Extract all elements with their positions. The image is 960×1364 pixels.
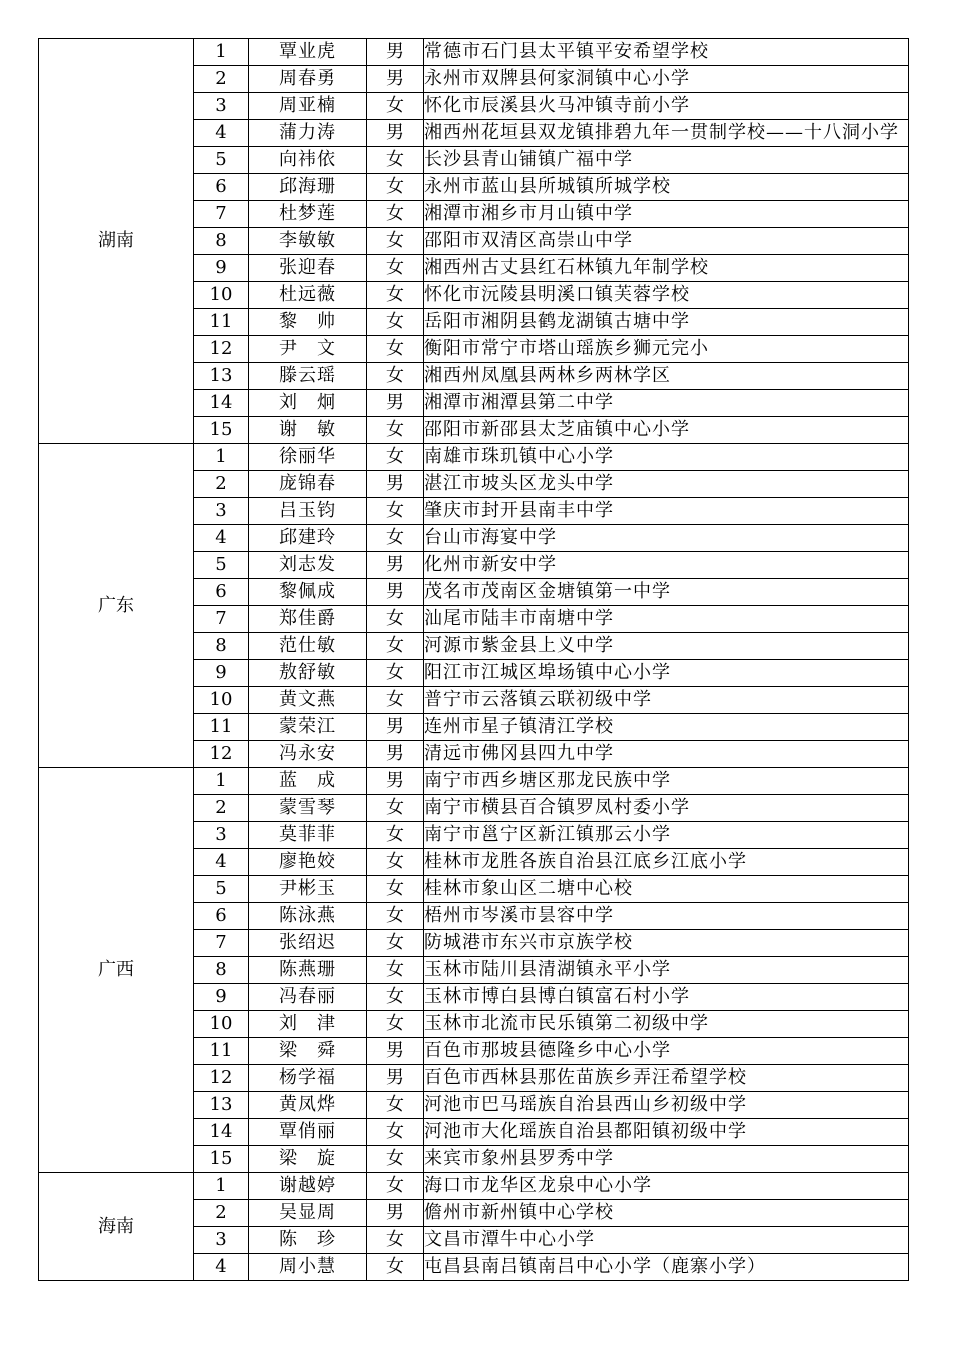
row-number-cell: 4 xyxy=(194,120,249,147)
name-cell: 尹彬玉 xyxy=(249,876,367,903)
name-cell: 蓝 成 xyxy=(249,768,367,795)
row-number-cell: 7 xyxy=(194,201,249,228)
school-cell: 清远市佛冈县四九中学 xyxy=(424,741,909,768)
school-cell: 南宁市西乡塘区那龙民族中学 xyxy=(424,768,909,795)
row-number-cell: 8 xyxy=(194,228,249,255)
table-row xyxy=(39,444,909,471)
school-cell: 梧州市岑溪市昙容中学 xyxy=(424,903,909,930)
row-number-cell: 1 xyxy=(194,1173,249,1200)
gender-cell: 男 xyxy=(367,1065,424,1092)
name-cell: 张绍迟 xyxy=(249,930,367,957)
school-cell: 湘西州花垣县双龙镇排碧九年一贯制学校——十八洞小学 xyxy=(424,120,909,147)
row-number-cell: 1 xyxy=(194,444,249,471)
school-cell: 南宁市邕宁区新江镇那云小学 xyxy=(424,822,909,849)
gender-cell: 男 xyxy=(367,390,424,417)
school-cell: 茂名市茂南区金塘镇第一中学 xyxy=(424,579,909,606)
gender-cell: 女 xyxy=(367,1173,424,1200)
row-number-cell: 3 xyxy=(194,822,249,849)
school-cell: 永州市双牌县何家洞镇中心小学 xyxy=(424,66,909,93)
row-number-cell: 4 xyxy=(194,1254,249,1281)
name-cell: 谢越婷 xyxy=(249,1173,367,1200)
gender-cell: 女 xyxy=(367,363,424,390)
school-cell: 儋州市新州镇中心学校 xyxy=(424,1200,909,1227)
province-cell: 海南 xyxy=(39,1173,194,1281)
name-cell: 黎佩成 xyxy=(249,579,367,606)
school-cell: 防城港市东兴市京族学校 xyxy=(424,930,909,957)
name-cell: 梁 舜 xyxy=(249,1038,367,1065)
row-number-cell: 10 xyxy=(194,282,249,309)
name-cell: 吴显周 xyxy=(249,1200,367,1227)
row-number-cell: 13 xyxy=(194,363,249,390)
province-cell: 广西 xyxy=(39,768,194,1173)
gender-cell: 女 xyxy=(367,984,424,1011)
gender-cell: 女 xyxy=(367,903,424,930)
roster-body xyxy=(39,39,909,1281)
school-cell: 台山市海宴中学 xyxy=(424,525,909,552)
row-number-cell: 9 xyxy=(194,255,249,282)
gender-cell: 男 xyxy=(367,741,424,768)
gender-cell: 女 xyxy=(367,1254,424,1281)
school-cell: 普宁市云落镇云联初级中学 xyxy=(424,687,909,714)
name-cell: 李敏敏 xyxy=(249,228,367,255)
gender-cell: 女 xyxy=(367,633,424,660)
gender-cell: 女 xyxy=(367,849,424,876)
name-cell: 莫菲菲 xyxy=(249,822,367,849)
name-cell: 陈燕珊 xyxy=(249,957,367,984)
school-cell: 湘西州凤凰县两林乡两林学区 xyxy=(424,363,909,390)
name-cell: 谢 敏 xyxy=(249,417,367,444)
name-cell: 覃业虎 xyxy=(249,39,367,66)
school-cell: 肇庆市封开县南丰中学 xyxy=(424,498,909,525)
name-cell: 蒙荣江 xyxy=(249,714,367,741)
gender-cell: 女 xyxy=(367,795,424,822)
school-cell: 桂林市象山区二塘中心校 xyxy=(424,876,909,903)
school-cell: 屯昌县南吕镇南吕中心小学（鹿寨小学） xyxy=(424,1254,909,1281)
row-number-cell: 7 xyxy=(194,930,249,957)
name-cell: 周小慧 xyxy=(249,1254,367,1281)
school-cell: 来宾市象州县罗秀中学 xyxy=(424,1146,909,1173)
gender-cell: 女 xyxy=(367,147,424,174)
school-cell: 湘潭市湘乡市月山镇中学 xyxy=(424,201,909,228)
province-cell: 湖南 xyxy=(39,39,194,444)
gender-cell: 女 xyxy=(367,1011,424,1038)
row-number-cell: 3 xyxy=(194,1227,249,1254)
table-row xyxy=(39,768,909,795)
row-number-cell: 10 xyxy=(194,687,249,714)
gender-cell: 女 xyxy=(367,201,424,228)
row-number-cell: 14 xyxy=(194,1119,249,1146)
gender-cell: 女 xyxy=(367,1119,424,1146)
row-number-cell: 8 xyxy=(194,957,249,984)
name-cell: 吕玉钧 xyxy=(249,498,367,525)
name-cell: 刘 炯 xyxy=(249,390,367,417)
row-number-cell: 11 xyxy=(194,309,249,336)
gender-cell: 男 xyxy=(367,579,424,606)
school-cell: 海口市龙华区龙泉中心小学 xyxy=(424,1173,909,1200)
gender-cell: 男 xyxy=(367,1200,424,1227)
school-cell: 连州市星子镇清江学校 xyxy=(424,714,909,741)
gender-cell: 女 xyxy=(367,822,424,849)
row-number-cell: 9 xyxy=(194,660,249,687)
school-cell: 百色市西林县那佐苗族乡弄汪希望学校 xyxy=(424,1065,909,1092)
row-number-cell: 14 xyxy=(194,390,249,417)
school-cell: 长沙县青山铺镇广福中学 xyxy=(424,147,909,174)
gender-cell: 女 xyxy=(367,876,424,903)
row-number-cell: 3 xyxy=(194,498,249,525)
gender-cell: 女 xyxy=(367,228,424,255)
gender-cell: 男 xyxy=(367,714,424,741)
gender-cell: 男 xyxy=(367,39,424,66)
row-number-cell: 3 xyxy=(194,93,249,120)
name-cell: 黎 帅 xyxy=(249,309,367,336)
name-cell: 向祎依 xyxy=(249,147,367,174)
gender-cell: 男 xyxy=(367,768,424,795)
name-cell: 黄文燕 xyxy=(249,687,367,714)
school-cell: 永州市蓝山县所城镇所城学校 xyxy=(424,174,909,201)
name-cell: 邱建玲 xyxy=(249,525,367,552)
row-number-cell: 8 xyxy=(194,633,249,660)
school-cell: 岳阳市湘阴县鹤龙湖镇古塘中学 xyxy=(424,309,909,336)
gender-cell: 女 xyxy=(367,1146,424,1173)
school-cell: 邵阳市新邵县太芝庙镇中心小学 xyxy=(424,417,909,444)
row-number-cell: 6 xyxy=(194,579,249,606)
row-number-cell: 5 xyxy=(194,552,249,579)
school-cell: 南宁市横县百合镇罗凤村委小学 xyxy=(424,795,909,822)
gender-cell: 女 xyxy=(367,1092,424,1119)
school-cell: 怀化市辰溪县火马冲镇寺前小学 xyxy=(424,93,909,120)
name-cell: 覃俏丽 xyxy=(249,1119,367,1146)
teacher-roster-table xyxy=(38,38,909,1281)
name-cell: 冯永安 xyxy=(249,741,367,768)
name-cell: 蒲力涛 xyxy=(249,120,367,147)
gender-cell: 男 xyxy=(367,120,424,147)
school-cell: 玉林市博白县博白镇富石村小学 xyxy=(424,984,909,1011)
row-number-cell: 12 xyxy=(194,741,249,768)
school-cell: 怀化市沅陵县明溪口镇芙蓉学校 xyxy=(424,282,909,309)
gender-cell: 女 xyxy=(367,498,424,525)
name-cell: 陈 珍 xyxy=(249,1227,367,1254)
name-cell: 周春勇 xyxy=(249,66,367,93)
row-number-cell: 12 xyxy=(194,336,249,363)
school-cell: 南雄市珠玑镇中心小学 xyxy=(424,444,909,471)
name-cell: 郑佳爵 xyxy=(249,606,367,633)
row-number-cell: 2 xyxy=(194,471,249,498)
row-number-cell: 5 xyxy=(194,876,249,903)
name-cell: 范仕敏 xyxy=(249,633,367,660)
province-cell: 广东 xyxy=(39,444,194,768)
row-number-cell: 12 xyxy=(194,1065,249,1092)
gender-cell: 女 xyxy=(367,417,424,444)
school-cell: 百色市那坡县德隆乡中心小学 xyxy=(424,1038,909,1065)
row-number-cell: 4 xyxy=(194,525,249,552)
school-cell: 湘西州古丈县红石林镇九年制学校 xyxy=(424,255,909,282)
name-cell: 杜梦莲 xyxy=(249,201,367,228)
gender-cell: 女 xyxy=(367,660,424,687)
row-number-cell: 4 xyxy=(194,849,249,876)
gender-cell: 女 xyxy=(367,444,424,471)
row-number-cell: 5 xyxy=(194,147,249,174)
name-cell: 杜远薇 xyxy=(249,282,367,309)
name-cell: 尹 文 xyxy=(249,336,367,363)
row-number-cell: 10 xyxy=(194,1011,249,1038)
gender-cell: 男 xyxy=(367,552,424,579)
table-row xyxy=(39,39,909,66)
row-number-cell: 7 xyxy=(194,606,249,633)
row-number-cell: 9 xyxy=(194,984,249,1011)
name-cell: 梁 旋 xyxy=(249,1146,367,1173)
name-cell: 蒙雪琴 xyxy=(249,795,367,822)
row-number-cell: 6 xyxy=(194,174,249,201)
name-cell: 杨学福 xyxy=(249,1065,367,1092)
name-cell: 邱海珊 xyxy=(249,174,367,201)
school-cell: 河源市紫金县上义中学 xyxy=(424,633,909,660)
row-number-cell: 6 xyxy=(194,903,249,930)
gender-cell: 女 xyxy=(367,255,424,282)
name-cell: 廖艳姣 xyxy=(249,849,367,876)
name-cell: 庞锦春 xyxy=(249,471,367,498)
table-row xyxy=(39,1173,909,1200)
gender-cell: 女 xyxy=(367,957,424,984)
school-cell: 化州市新安中学 xyxy=(424,552,909,579)
school-cell: 常德市石门县太平镇平安希望学校 xyxy=(424,39,909,66)
row-number-cell: 1 xyxy=(194,39,249,66)
gender-cell: 女 xyxy=(367,282,424,309)
school-cell: 河池市大化瑶族自治县都阳镇初级中学 xyxy=(424,1119,909,1146)
row-number-cell: 15 xyxy=(194,1146,249,1173)
school-cell: 衡阳市常宁市塔山瑶族乡狮元完小 xyxy=(424,336,909,363)
gender-cell: 女 xyxy=(367,93,424,120)
school-cell: 邵阳市双清区高崇山中学 xyxy=(424,228,909,255)
name-cell: 敖舒敏 xyxy=(249,660,367,687)
gender-cell: 女 xyxy=(367,687,424,714)
name-cell: 黄凤烨 xyxy=(249,1092,367,1119)
name-cell: 周亚楠 xyxy=(249,93,367,120)
gender-cell: 男 xyxy=(367,471,424,498)
row-number-cell: 13 xyxy=(194,1092,249,1119)
row-number-cell: 11 xyxy=(194,1038,249,1065)
name-cell: 冯春丽 xyxy=(249,984,367,1011)
name-cell: 徐丽华 xyxy=(249,444,367,471)
school-cell: 玉林市陆川县清湖镇永平小学 xyxy=(424,957,909,984)
gender-cell: 女 xyxy=(367,525,424,552)
gender-cell: 女 xyxy=(367,309,424,336)
school-cell: 桂林市龙胜各族自治县江底乡江底小学 xyxy=(424,849,909,876)
gender-cell: 男 xyxy=(367,1038,424,1065)
school-cell: 湛江市坡头区龙头中学 xyxy=(424,471,909,498)
row-number-cell: 2 xyxy=(194,795,249,822)
row-number-cell: 15 xyxy=(194,417,249,444)
school-cell: 河池市巴马瑶族自治县西山乡初级中学 xyxy=(424,1092,909,1119)
gender-cell: 女 xyxy=(367,174,424,201)
gender-cell: 女 xyxy=(367,606,424,633)
row-number-cell: 11 xyxy=(194,714,249,741)
school-cell: 文昌市潭牛中心小学 xyxy=(424,1227,909,1254)
school-cell: 阳江市江城区埠场镇中心小学 xyxy=(424,660,909,687)
name-cell: 刘志发 xyxy=(249,552,367,579)
name-cell: 张迎春 xyxy=(249,255,367,282)
row-number-cell: 2 xyxy=(194,66,249,93)
row-number-cell: 2 xyxy=(194,1200,249,1227)
gender-cell: 女 xyxy=(367,1227,424,1254)
name-cell: 滕云瑶 xyxy=(249,363,367,390)
school-cell: 玉林市北流市民乐镇第二初级中学 xyxy=(424,1011,909,1038)
school-cell: 湘潭市湘潭县第二中学 xyxy=(424,390,909,417)
name-cell: 陈泳燕 xyxy=(249,903,367,930)
school-cell: 汕尾市陆丰市南塘中学 xyxy=(424,606,909,633)
gender-cell: 女 xyxy=(367,930,424,957)
gender-cell: 男 xyxy=(367,66,424,93)
name-cell: 刘 津 xyxy=(249,1011,367,1038)
row-number-cell: 1 xyxy=(194,768,249,795)
gender-cell: 女 xyxy=(367,336,424,363)
